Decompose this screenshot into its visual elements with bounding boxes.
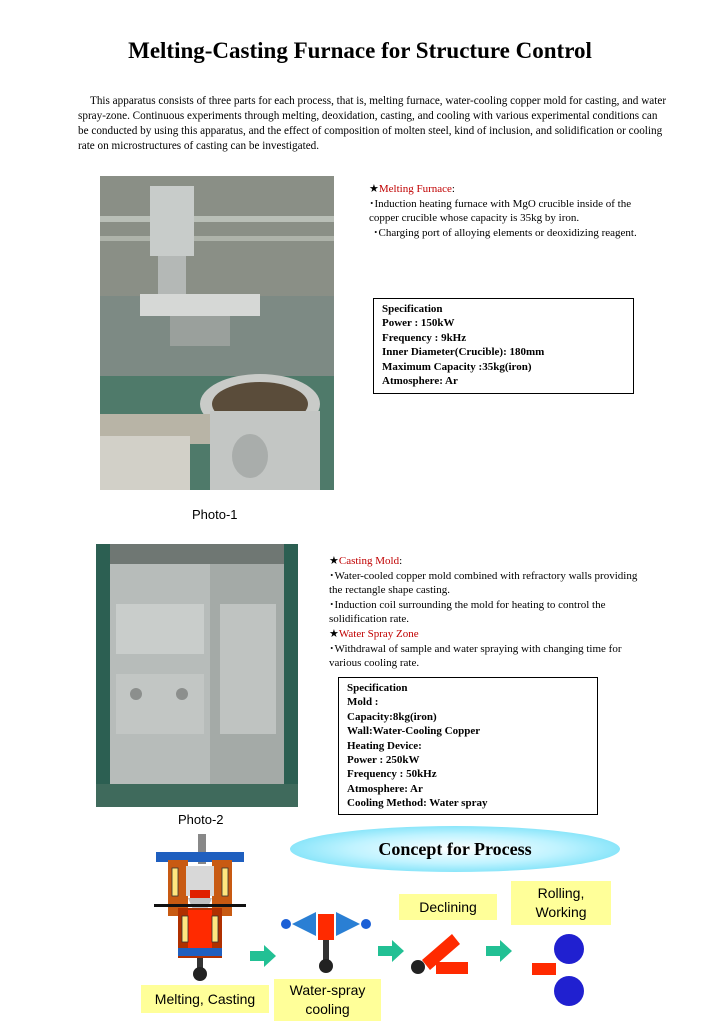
spec-title: Specification — [347, 682, 408, 694]
melting-furnace-line-2: ･Charging port of alloying elements or deoxidizing reagent. — [373, 226, 637, 239]
rolling-label-line-2: Working — [535, 904, 587, 920]
melting-furnace-line-1: ･Induction heating furnace with MgO crucible inside of the copper crucible whose capacity is 35kg by iron. — [369, 197, 632, 225]
melting-furnace-photo-art — [100, 176, 334, 490]
star-icon: ★ — [369, 183, 379, 195]
spec-heating-device: Heating Device: — [347, 739, 422, 752]
casting-mold-description — [329, 554, 639, 671]
spec-power: Power : 250kW — [347, 754, 420, 767]
casting-mold-spec-box — [338, 677, 598, 815]
concept-title: Concept for Process — [378, 838, 532, 859]
label-declining: Declining — [399, 894, 497, 920]
melting-furnace-description — [369, 182, 649, 240]
casting-mold-heading: ★Casting Mold: — [329, 555, 403, 567]
arrow-icon — [250, 945, 276, 967]
spec-capacity: Capacity:8kg(iron) — [347, 710, 437, 723]
water-spray-label-line-1: Water-spray — [289, 982, 366, 998]
spec-inner-diameter: Inner Diameter(Crucible): 180mm — [382, 346, 545, 359]
arrow-icon — [378, 940, 404, 962]
photo-melting-furnace — [100, 176, 334, 490]
spec-power: Power : 150kW — [382, 317, 455, 330]
casting-mold-line-1: ･Water-cooled copper mold combined with refractory walls providing the rectangle shape casting. — [329, 569, 638, 597]
water-spray-heading: ★Water Spray Zone — [329, 627, 419, 640]
label-water-spray-cooling — [274, 979, 381, 1021]
star-icon: ★ — [329, 555, 339, 567]
water-spray-label-line-2: cooling — [305, 1001, 350, 1017]
casting-mold-photo-art — [96, 544, 298, 807]
spec-wall: Wall:Water-Cooling Copper — [347, 725, 481, 738]
star-icon: ★ — [329, 627, 339, 640]
intro-paragraph: This apparatus consists of three parts for each process, that is, melting furnace, water-cooling copper mold for casting, and water spray-zone. Continuous experiments through melting, deoxidation, casting, and cooling with various experimental conditions can be conducted by using this apparatus, and the effect of composition of molten steel, kind of inclusion, and solidification or cooling rate on microstructures of casting can be investigated. — [78, 95, 667, 152]
label-rolling-working — [511, 881, 611, 925]
spec-atmosphere: Atmosphere: Ar — [382, 375, 458, 388]
melting-furnace-heading: ★Melting Furnace: — [369, 183, 455, 195]
spec-cooling-method: Cooling Method: Water spray — [347, 797, 488, 810]
casting-mold-line-2: ･Induction coil surrounding the mold for heating to control the solidification rate. — [329, 598, 606, 626]
melting-casting-apparatus-icon — [154, 834, 246, 981]
arrow-icon — [486, 940, 512, 962]
spec-frequency: Frequency : 9kHz — [382, 331, 467, 344]
declining-icon — [411, 934, 468, 974]
spec-title: Specification — [382, 303, 443, 315]
melting-furnace-spec-box — [373, 298, 634, 394]
page-title: Melting-Casting Furnace for Structure Control — [128, 38, 592, 63]
label-melting-casting: Melting, Casting — [141, 985, 269, 1013]
photo-casting-mold — [96, 544, 298, 807]
spec-max-capacity: Maximum Capacity :35kg(iron) — [382, 360, 532, 373]
rolling-label-line-1: Rolling, — [537, 885, 585, 901]
spec-mold: Mold : — [347, 696, 379, 709]
water-spray-icon — [281, 912, 371, 973]
water-spray-line: ･Withdrawal of sample and water spraying with changing time for various cooling rate. — [329, 642, 622, 670]
rolling-icon — [532, 934, 584, 1006]
photo-1-caption: Photo-1 — [192, 507, 238, 522]
spec-atmosphere: Atmosphere: Ar — [347, 782, 423, 795]
photo-2-caption: Photo-2 — [178, 812, 224, 827]
spec-frequency: Frequency : 50kHz — [347, 768, 437, 781]
